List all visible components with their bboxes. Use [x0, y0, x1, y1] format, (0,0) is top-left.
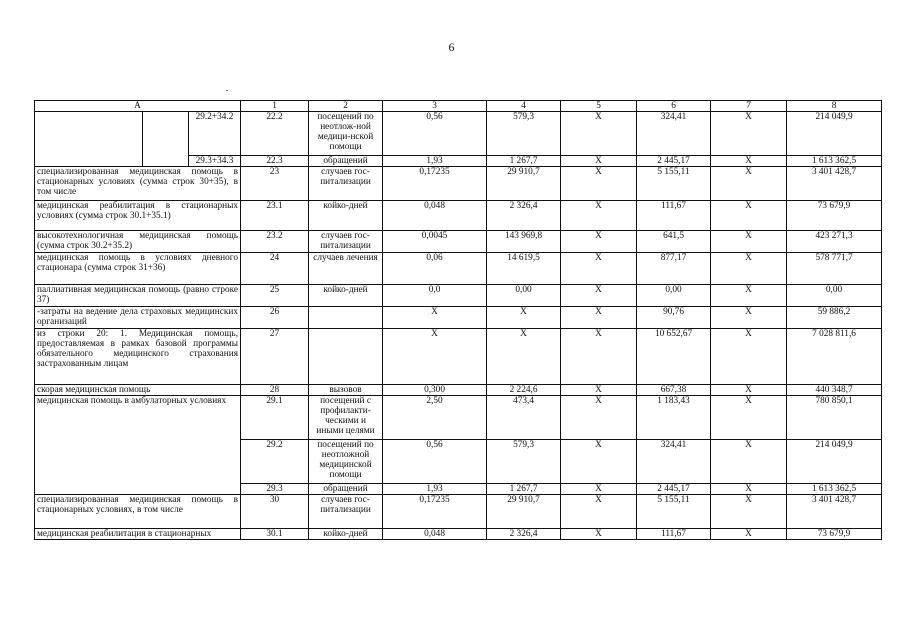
unit: посещений по неотлож-ной медици-нской помощи: [309, 112, 383, 156]
col3: 0,17235: [383, 167, 487, 201]
col4: 29 910,7: [487, 495, 561, 529]
col3: 0,0045: [383, 231, 487, 253]
table-row: [35, 495, 882, 529]
col3: 0,0: [383, 285, 487, 307]
sub-formula: 29.3+34.3: [189, 156, 241, 167]
page-number: 6: [448, 40, 455, 54]
row-code: 30.1: [241, 529, 309, 540]
unit: случаев лечения: [309, 253, 383, 285]
col6: 2 445,17: [637, 156, 711, 167]
header-5: 5: [561, 101, 637, 112]
col8: 214 049,9: [787, 112, 882, 156]
col3: 0,56: [383, 112, 487, 156]
unit: посещений по неотложной медицинской помощи: [309, 440, 383, 484]
col4: 579,3: [487, 112, 561, 156]
row-code: 29.1: [241, 396, 309, 440]
row-code: 29.3: [241, 484, 309, 495]
col3: 0,048: [383, 201, 487, 231]
col6: 324,41: [637, 440, 711, 484]
col4: 579,3: [487, 440, 561, 484]
col7: X: [711, 253, 787, 285]
col8: 578 771,7: [787, 253, 882, 285]
header-2: 2: [309, 101, 383, 112]
col4: 29 910,7: [487, 167, 561, 201]
col8: 423 271,3: [787, 231, 882, 253]
row-label: специализированная медицинская помощь в стационарных условиях, в том числе: [35, 495, 241, 529]
col6: 111,67: [637, 201, 711, 231]
col5: X: [561, 529, 637, 540]
col6: 111,67: [637, 529, 711, 540]
col3: 1,93: [383, 156, 487, 167]
col4: 0,00: [487, 285, 561, 307]
col3: 2,50: [383, 396, 487, 440]
header-7: 7: [711, 101, 787, 112]
col4: 1 267,7: [487, 484, 561, 495]
col8: 0,00: [787, 285, 882, 307]
row-label: -затраты на ведение дела страховых медицинских организаций: [35, 307, 241, 329]
row-code: 30: [241, 495, 309, 529]
col6: 1 183,43: [637, 396, 711, 440]
col7: X: [711, 231, 787, 253]
col7: X: [711, 396, 787, 440]
header-6: 6: [637, 101, 711, 112]
unit: случаев гос-питализации: [309, 495, 383, 529]
col6: 324,41: [637, 112, 711, 156]
header-4: 4: [487, 101, 561, 112]
col5: X: [561, 484, 637, 495]
row-code: 29.2: [241, 440, 309, 484]
row-label: скорая медицинская помощь: [35, 385, 241, 396]
unit: койко-дней: [309, 285, 383, 307]
header-3: 3: [383, 101, 487, 112]
col4: X: [487, 329, 561, 385]
col7: X: [711, 307, 787, 329]
row-label: медицинская реабилитация в стационарных условиях (сумма строк 30.1+35.1): [35, 201, 241, 231]
col3: 1,93: [383, 484, 487, 495]
table-row: [35, 385, 882, 396]
col4: 2 224,6: [487, 385, 561, 396]
col7: X: [711, 484, 787, 495]
row-label: медицинская реабилитация в стационарных: [35, 529, 241, 540]
table-row: [35, 329, 882, 385]
col8: 3 401 428,7: [787, 495, 882, 529]
col7: X: [711, 440, 787, 484]
sub-formula: 29.2+34.2: [189, 112, 241, 156]
col5: X: [561, 253, 637, 285]
unit: койко-дней: [309, 529, 383, 540]
data-table: [34, 100, 882, 540]
col3: 0,56: [383, 440, 487, 484]
table-row: [35, 167, 882, 201]
col6: 0,00: [637, 285, 711, 307]
table-row: [35, 307, 882, 329]
blank-cell: [35, 112, 143, 167]
col4: 14 619,5: [487, 253, 561, 285]
row-label: высокотехнологичная медицинская помощь (сумма строк 30.2+35.2): [35, 231, 241, 253]
col6: 5 155,11: [637, 167, 711, 201]
col5: X: [561, 167, 637, 201]
col3: 0,300: [383, 385, 487, 396]
table-row: [35, 253, 882, 285]
col8: 73 679,9: [787, 529, 882, 540]
unit: посещений с профилакти-ческими и иными целями: [309, 396, 383, 440]
col3: 0,17235: [383, 495, 487, 529]
col4: 2 326,4: [487, 201, 561, 231]
col7: X: [711, 385, 787, 396]
col4: 473,4: [487, 396, 561, 440]
table-row: [35, 231, 882, 253]
col5: X: [561, 156, 637, 167]
col8: 59 886,2: [787, 307, 882, 329]
table-row: [35, 396, 882, 440]
row-code: 22.3: [241, 156, 309, 167]
row-label: медицинская помощь в амбулаторных условиях: [35, 396, 241, 495]
row-label: медицинская помощь в условиях дневного стационара (сумма строк 31+36): [35, 253, 241, 285]
col5: X: [561, 396, 637, 440]
row-label: из строки 20: 1. Медицинская помощь, предоставляемая в рамках базовой программы обязательного медицинского страхования застрахованным лицам: [35, 329, 241, 385]
col8: 1 613 362,5: [787, 156, 882, 167]
col7: X: [711, 329, 787, 385]
col6: 90,76: [637, 307, 711, 329]
col8: 73 679,9: [787, 201, 882, 231]
col7: X: [711, 201, 787, 231]
col8: 1 613 362,5: [787, 484, 882, 495]
col5: X: [561, 329, 637, 385]
unit: вызовов: [309, 385, 383, 396]
col5: X: [561, 440, 637, 484]
table-row: [35, 201, 882, 231]
col6: 2 445,17: [637, 484, 711, 495]
col4: 143 969,8: [487, 231, 561, 253]
row-code: 23.2: [241, 231, 309, 253]
table-row: [35, 285, 882, 307]
unit: обращений: [309, 484, 383, 495]
col7: X: [711, 112, 787, 156]
row-label: специализированная медицинская помощь в стационарных условиях (сумма строк 30+35), в том числе: [35, 167, 241, 201]
table-row: [35, 529, 882, 540]
col7: X: [711, 156, 787, 167]
row-code: 24: [241, 253, 309, 285]
unit: случаев гос-питализации: [309, 231, 383, 253]
unit: случаев гос-питализации: [309, 167, 383, 201]
col3: X: [383, 329, 487, 385]
col6: 641,5: [637, 231, 711, 253]
unit: обращений: [309, 156, 383, 167]
col7: X: [711, 529, 787, 540]
col5: X: [561, 385, 637, 396]
col8: 780 850,1: [787, 396, 882, 440]
col8: 214 049,9: [787, 440, 882, 484]
blank-cell: [143, 112, 189, 167]
row-code: 25: [241, 285, 309, 307]
header-row: [35, 101, 882, 112]
col7: X: [711, 167, 787, 201]
row-label: паллиативная медицинская помощь (равно строке 37): [35, 285, 241, 307]
col3: 0,06: [383, 253, 487, 285]
table-row: [35, 112, 882, 156]
col8: 3 401 428,7: [787, 167, 882, 201]
col5: X: [561, 112, 637, 156]
col5: X: [561, 201, 637, 231]
col6: 877,17: [637, 253, 711, 285]
col4: X: [487, 307, 561, 329]
unit: [309, 329, 383, 385]
col6: 667,38: [637, 385, 711, 396]
row-code: 23: [241, 167, 309, 201]
col5: X: [561, 307, 637, 329]
col4: 1 267,7: [487, 156, 561, 167]
row-code: 27: [241, 329, 309, 385]
col5: X: [561, 285, 637, 307]
header-8: 8: [787, 101, 882, 112]
col3: 0,048: [383, 529, 487, 540]
col8: 7 028 811,6: [787, 329, 882, 385]
col7: X: [711, 285, 787, 307]
col5: X: [561, 231, 637, 253]
unit: койко-дней: [309, 201, 383, 231]
row-code: 22.2: [241, 112, 309, 156]
row-code: 26: [241, 307, 309, 329]
col4: 2 326,4: [487, 529, 561, 540]
col7: X: [711, 495, 787, 529]
header-1: 1: [241, 101, 309, 112]
col6: 10 652,67: [637, 329, 711, 385]
row-code: 23.1: [241, 201, 309, 231]
col3: X: [383, 307, 487, 329]
scan-dot: [226, 90, 228, 91]
col6: 5 155,11: [637, 495, 711, 529]
row-code: 28: [241, 385, 309, 396]
col8: 440 348,7: [787, 385, 882, 396]
col5: X: [561, 495, 637, 529]
header-a: A: [35, 101, 241, 112]
unit: [309, 307, 383, 329]
